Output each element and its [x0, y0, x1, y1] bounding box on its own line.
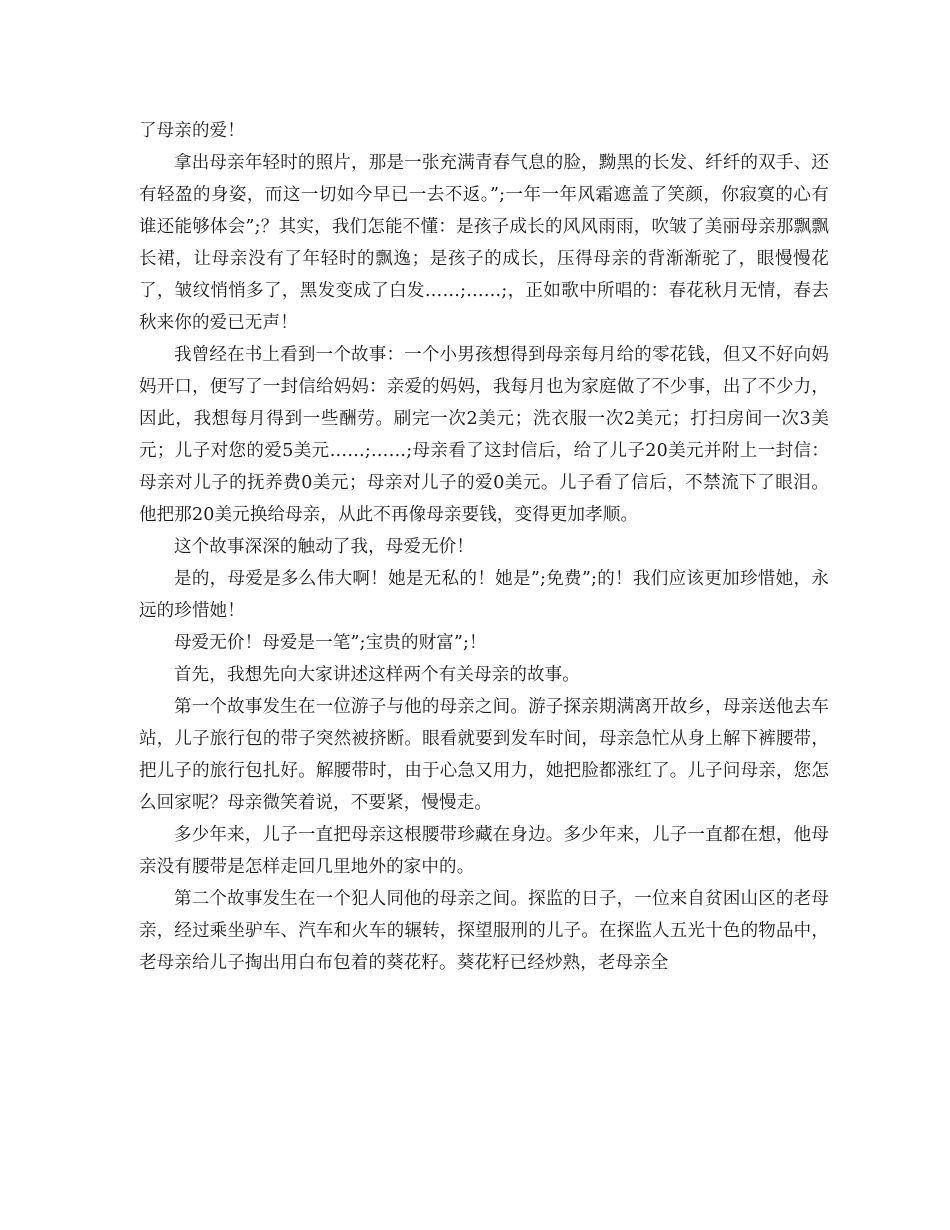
paragraph-3: 我曾经在书上看到一个故事：一个小男孩想得到母亲每月给的零花钱，但又不好向妈妈开口，便写了一封信给妈妈：亲爱的妈妈，我每月也为家庭做了不少事，出了不少力，因此，我想每月得到一些酬劳。刷完一次2美元；洗衣服一次2美元；打扫房间一次3美元；儿子对您的爱5美元……;……;母亲看了这封信后，给了儿子20美元并附上一封信：母亲对儿子的抚养费0美元；母亲对儿子的爱0美元。儿子看了信后，不禁流下了眼泪。他把那20美元换给母亲，从此不再像母亲要钱，变得更加孝顺。 — [139, 345, 829, 525]
paragraph-9: 多少年来，儿子一直把母亲这根腰带珍藏在身边。多少年来，儿子一直都在想，他母亲没有腰带是怎样走回几里地外的家中的。 — [139, 825, 829, 877]
paragraph-2: 拿出母亲年轻时的照片，那是一张充满青春气息的脸，黝黑的长发、纤纤的双手、还有轻盈的身姿，而这一切如今早已一去不返。”;一年一年风霜遮盖了笑颜，你寂寞的心有谁还能够体会”;？其实，我们怎能不懂：是孩子成长的风风雨雨，吹皱了美丽母亲那飘飘长裙，让母亲没有了年轻时的飘逸；是孩子的成长，压得母亲的背渐渐驼了，眼慢慢花了，皱纹悄悄多了，黑发变成了白发……;……;，正如歌中所唱的：春花秋月无情，春去秋来你的爱已无声！ — [139, 153, 829, 333]
paragraph-10: 第二个故事发生在一个犯人同他的母亲之间。探监的日子，一位来自贫困山区的老母亲，经过乘坐驴车、汽车和火车的辗转，探望服刑的儿子。在探监人五光十色的物品中，老母亲给儿子掏出用白布包着的葵花籽。葵花籽已经炒熟，老母亲全 — [139, 889, 829, 973]
document-body — [139, 115, 829, 979]
paragraph-6: 母爱无价！母爱是一笔”;宝贵的财富”;！ — [174, 633, 487, 653]
paragraph-4: 这个故事深深的触动了我，母爱无价！ — [174, 537, 475, 557]
paragraph-7: 首先，我想先向大家讲述这样两个有关母亲的故事。 — [174, 665, 580, 685]
paragraph-8: 第一个故事发生在一位游子与他的母亲之间。游子探亲期满离开故乡，母亲送他去车站，儿子旅行包的带子突然被挤断。眼看就要到发车时间，母亲急忙从身上解下裤腰带，把儿子的旅行包扎好。解腰带时，由于心急又用力，她把脸都涨红了。儿子问母亲，您怎么回家呢？母亲微笑着说，不要紧，慢慢走。 — [139, 697, 829, 813]
paragraph-1: 了母亲的爱！ — [139, 121, 245, 141]
paragraph-5: 是的，母爱是多么伟大啊！她是无私的！她是”;免费”;的！我们应该更加珍惜她，永远的珍惜她！ — [139, 569, 829, 621]
